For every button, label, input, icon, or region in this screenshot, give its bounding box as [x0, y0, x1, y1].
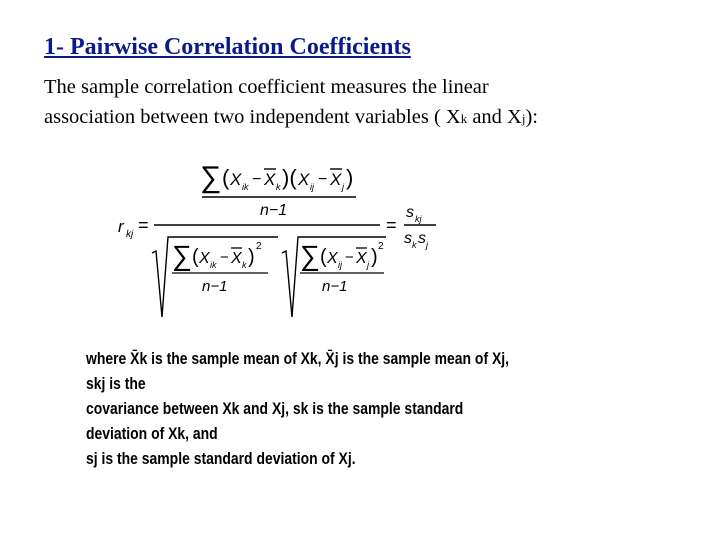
svg-text:X: X [264, 170, 276, 189]
formula-sum-top: ∑ [200, 161, 222, 194]
svg-text:k: k [276, 182, 281, 192]
formula-equals-1: = [138, 215, 149, 235]
where-line-2: covariance between Xk and Xj, sk is the sample standard deviation of Xk, and [86, 399, 464, 443]
svg-text:2: 2 [378, 241, 384, 252]
formula-rhs-den-s1: s [404, 230, 412, 247]
intro-line-2: association between two independent variables ( Xk and Xj): [44, 106, 539, 128]
formula-rhs-num-sub: kj [415, 214, 422, 224]
formula-den-left-n-minus-1: n−1 [202, 278, 228, 295]
svg-text:(: ( [320, 246, 327, 268]
svg-text:ij: ij [338, 260, 342, 270]
svg-text:): ) [346, 165, 354, 190]
intro-text [44, 72, 684, 134]
svg-text:ik: ik [242, 182, 249, 192]
svg-text:X: X [231, 250, 242, 267]
svg-text:X: X [330, 170, 342, 189]
svg-text:X: X [298, 170, 310, 189]
svg-text:−: − [318, 171, 328, 188]
svg-text:X: X [327, 250, 338, 267]
where-definitions [86, 346, 512, 471]
svg-text:)(: )( [282, 165, 297, 190]
formula-den-right-n-minus-1: n−1 [322, 278, 348, 295]
slide-title: 1- Pairwise Correlation Coefficients [44, 34, 411, 60]
svg-text:∑: ∑ [300, 240, 320, 271]
svg-text:−: − [220, 249, 229, 266]
formula-rhs-den-sub2: j [426, 240, 428, 250]
formula-equals-2: = [386, 215, 397, 235]
svg-text:(: ( [192, 246, 199, 268]
formula-rhs-den-s2: s [418, 230, 426, 247]
svg-text:ik: ik [210, 260, 217, 270]
svg-text:X: X [356, 250, 367, 267]
svg-text:X: X [199, 250, 210, 267]
svg-text:−: − [345, 249, 354, 266]
svg-text:): ) [371, 246, 378, 268]
svg-text:−: − [252, 171, 262, 188]
formula-num-n-minus-1: n−1 [260, 202, 288, 219]
where-line-1: where X̄k is the sample mean of Xk, X̄j is the sample mean of Xj, skj is the [86, 349, 510, 393]
svg-text:∑: ∑ [172, 240, 192, 271]
formula-rhs-den-sub1: k [412, 240, 417, 250]
correlation-formula [110, 145, 450, 330]
svg-text:j: j [367, 260, 369, 270]
formula-lhs: r [118, 217, 124, 236]
formula-lhs-sub: kj [126, 229, 134, 240]
svg-text:X: X [230, 170, 242, 189]
svg-text:(: ( [222, 165, 230, 190]
svg-text:j: j [342, 182, 344, 192]
svg-text:2: 2 [256, 241, 262, 252]
where-line-3: sj is the sample standard deviation of Xj. [86, 449, 356, 468]
formula-rhs-num: s [406, 204, 414, 221]
svg-text:k: k [242, 260, 247, 270]
svg-text:ij: ij [310, 182, 314, 192]
svg-text:): ) [248, 246, 255, 268]
intro-line-1: The sample correlation coefficient measures the linear [44, 76, 489, 98]
